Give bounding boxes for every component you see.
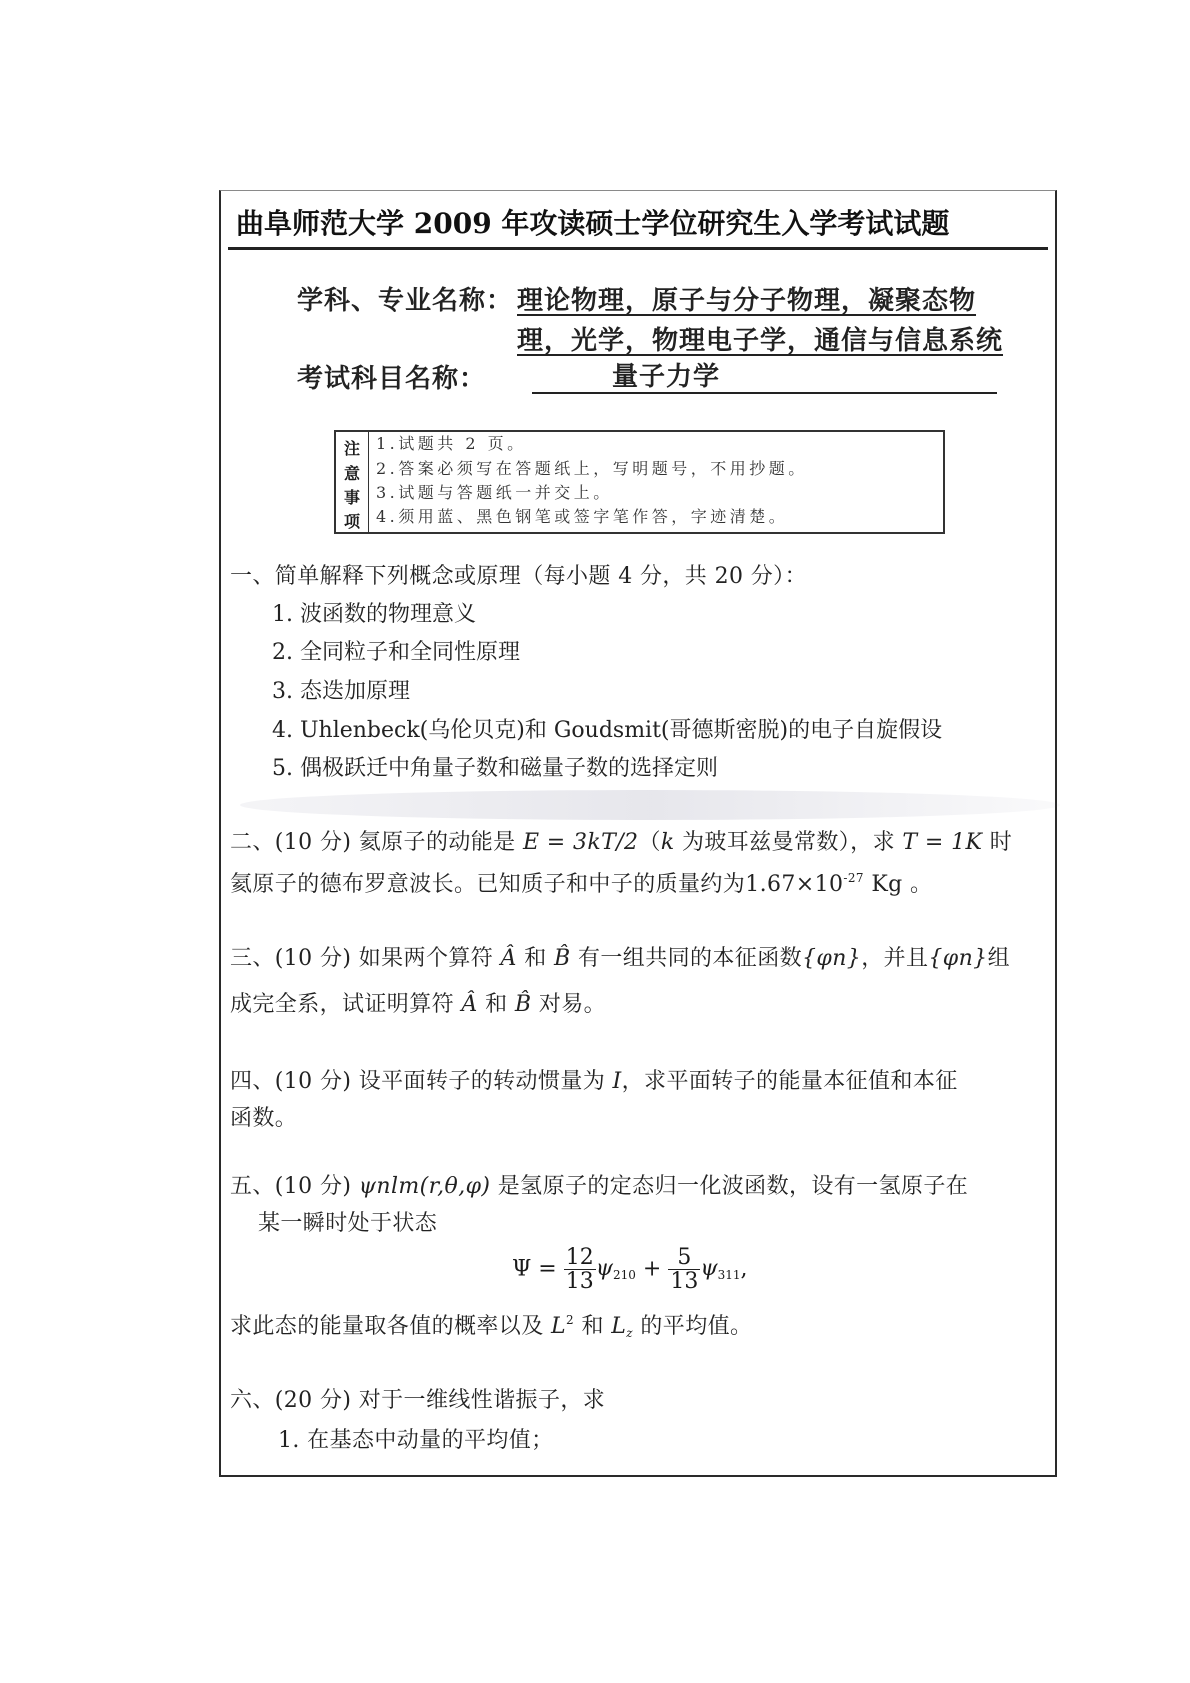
q5-coefficient-2 [668, 1246, 700, 1293]
subject-majors-line1: 理论物理，原子与分子物理，凝聚态物 [517, 286, 977, 316]
q5-line3 [230, 1314, 752, 1339]
exam-subject-label: 考试科目名称： [297, 364, 487, 394]
notice-label-column [336, 432, 369, 532]
q5-psi2-subscript: 311 [717, 1268, 741, 1283]
section1-item: 5. 偶极跃迁中角量子数和磁量子数的选择定则 [272, 756, 718, 781]
notice-box [334, 430, 945, 534]
scan-smudge [240, 790, 1060, 820]
q4-text: 四、(10 分) 设平面转子的转动惯量为 [230, 1069, 613, 1094]
q3-eigenfunction-set: {φn} [802, 946, 862, 971]
section1-item: 1. 波函数的物理意义 [272, 602, 476, 627]
q5-wavefunction: ψnlm(r,θ,φ) [358, 1174, 491, 1199]
notice-line: 4.须用蓝、黑色钢笔或签字笔作答，字迹清楚。 [376, 507, 789, 526]
q5-psi-symbol: $\psi_{311}$ [700, 1256, 741, 1283]
q3-operator-b: B̂ [514, 992, 532, 1017]
q3-line2 [230, 994, 606, 1016]
subject-majors-line2: 理，光学，物理电子学，通信与信息系统 [517, 326, 1004, 356]
q3-text: 和 [477, 992, 515, 1017]
title-underline [228, 247, 1048, 250]
q2-text: 氦原子的德布罗意波长。已知质子和中子的质量约为1.67×10 [230, 872, 844, 897]
q5-l-squared: $L^2$ [551, 1313, 575, 1339]
q3-text: 对易。 [531, 992, 607, 1017]
q4-line1 [230, 1071, 958, 1093]
q3-operator-a: Â [500, 946, 517, 971]
q2-text: 时 [982, 830, 1013, 855]
q5-plus: + [642, 1256, 662, 1282]
q4-line2: 函数。 [230, 1106, 298, 1131]
exam-title: 曲阜师范大学 2009 年攻读硕士学位研究生入学考试试题 [236, 207, 950, 240]
q5-text: 是氢原子的定态归一化波函数，设有一氢原子在 [490, 1174, 969, 1199]
q5-lz: $L_z$ [611, 1314, 633, 1340]
subject-label: 学科、专业名称： [297, 286, 514, 316]
notice-label-char: 事 [344, 488, 361, 507]
q6-item1: 1. 在基态中动量的平均值； [278, 1428, 554, 1453]
q2-k-symbol: k [660, 830, 675, 855]
q2-energy-formula: E = 3kT/2 [522, 830, 639, 855]
q5-comma: , [740, 1256, 748, 1282]
q2-text: 二、(10 分) 氦原子的动能是 [230, 830, 523, 855]
section1-item: 3. 态迭加原理 [272, 679, 410, 704]
q2-line2 [230, 872, 932, 896]
q6-heading: 六、(20 分) 对于一维线性谐振子，求 [230, 1388, 606, 1413]
q3-text: 和 [516, 946, 555, 971]
q5-coef2-numerator: 5 [668, 1246, 700, 1270]
q5-coef1-denominator: 13 [565, 1269, 594, 1295]
notice-line: 1.试题共 2 页。 [376, 434, 527, 453]
q4-inertia-symbol: I [612, 1069, 622, 1094]
notice-label-char: 意 [344, 464, 361, 483]
q3-text: ，并且 [861, 946, 929, 971]
notice-line: 3.试题与答题纸一并交上。 [376, 483, 613, 502]
q5-coefficient-1 [564, 1246, 596, 1293]
q5-eq-lhs: Ψ = [512, 1256, 557, 1282]
q3-text: 有一组共同的本征函数 [570, 946, 803, 971]
q5-text: 求此态的能量取各值的概率以及 [230, 1314, 551, 1339]
q3-operator-b: B̂ [554, 946, 571, 971]
q4-text: ，求平面转子的能量本征值和本征 [621, 1069, 958, 1094]
q2-exponent: -27 [843, 871, 864, 885]
notice-line: 2.答案必须写在答题纸上，写明题号，不用抄题。 [376, 459, 808, 478]
q2-line1 [230, 832, 1012, 854]
q5-line1 [230, 1176, 968, 1198]
q5-state-equation [512, 1246, 748, 1293]
q2-text: 为玻耳兹曼常数），求 [674, 830, 903, 855]
notice-label-char: 项 [344, 512, 361, 531]
q5-text: 的平均值。 [633, 1314, 753, 1339]
q2-text: （ [638, 830, 661, 855]
section1-item: 2. 全同粒子和全同性原理 [272, 640, 520, 665]
q5-text: 五、(10 分) [230, 1174, 359, 1199]
q5-line2: 某一瞬时处于状态 [258, 1211, 438, 1236]
section1-heading: 一、简单解释下列概念或原理（每小题 4 分，共 20 分）： [230, 564, 807, 589]
exam-subject-underline [532, 392, 997, 394]
q5-coef1-numerator: 12 [565, 1245, 594, 1270]
notice-label-char: 注 [344, 439, 361, 458]
q5-text: 和 [574, 1314, 612, 1339]
q3-text: 成完全系，试证明算符 [230, 992, 462, 1017]
q3-line1 [230, 948, 1010, 970]
q3-text: 三、(10 分) 如果两个算符 [230, 946, 501, 971]
section1-item: 4. Uhlenbeck(乌伦贝克)和 Goudsmit(哥德斯密脱)的电子自旋假设 [272, 718, 943, 743]
exam-subject-name: 量子力学 [612, 362, 721, 392]
q5-psi1-subscript: 210 [613, 1268, 636, 1283]
q2-unit: Kg 。 [863, 872, 933, 897]
q2-temperature: T = 1K [902, 830, 983, 855]
q5-coef2-denominator: 13 [670, 1269, 699, 1295]
q3-eigenfunction-set: {φn} [928, 946, 988, 971]
q3-text: 组 [987, 946, 1010, 971]
q5-psi-symbol: $\psi_{210}$ [595, 1256, 636, 1283]
q3-operator-a: Â [461, 992, 478, 1017]
